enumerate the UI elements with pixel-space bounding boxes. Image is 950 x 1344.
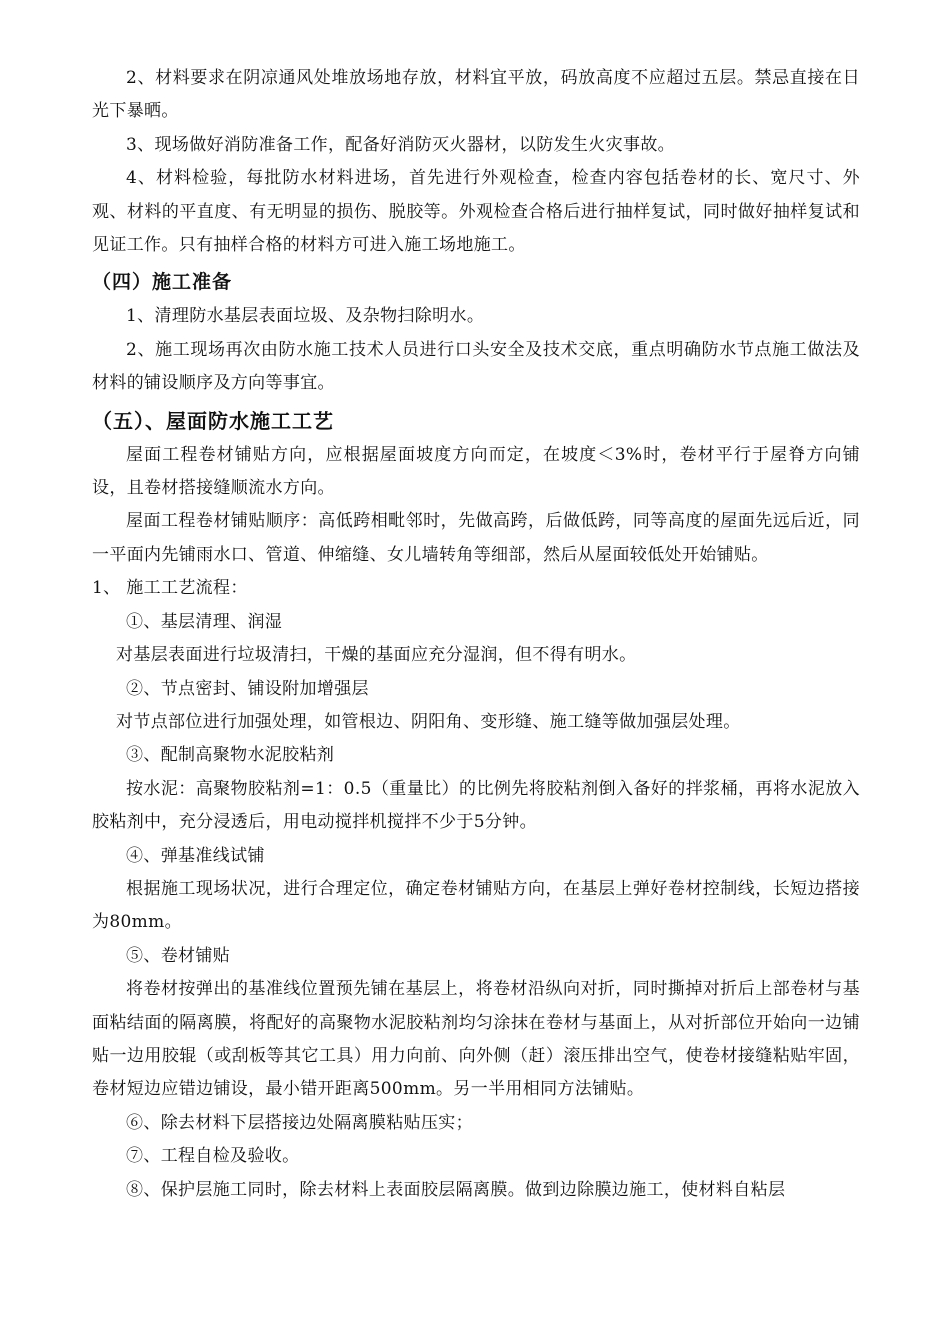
paragraph-prep-briefing: 2、施工现场再次由防水施工技术人员进行口头安全及技术交底，重点明确防水节点施工做法及材料的铺设顺序及方向等事宜。	[92, 339, 860, 394]
paragraph-laying-order: 屋面工程卷材铺贴顺序：高低跨相毗邻时，先做高跨，后做低跨，同等高度的屋面先远后近，同一平面内先铺雨水口、管道、伸缩缝、女儿墙转角等细部，然后从屋面较低处开始铺贴。	[92, 511, 860, 565]
document-body	[92, 62, 860, 1207]
heading-roof-waterproof-process: （五）、屋面防水施工工艺	[92, 408, 334, 433]
paragraph-material-inspection: 4、材料检验，每批防水材料进场，首先进行外观检查，检查内容包括卷材的长、宽尺寸、外观、材料的平直度、有无明显的损伤、脱胶等。外观检查合格后进行抽样复试，同时做好抽样复试和见证工作。只有抽样合格的材料方可进入施工场地施工。	[92, 168, 860, 256]
step-8: ⑧、保护层施工同时，除去材料上表面胶层隔离膜。做到边除膜边施工，使材料自粘层	[126, 1179, 786, 1200]
heading-construction-preparation: （四）施工准备	[92, 271, 233, 294]
step-1-desc: 对基层表面进行垃圾清扫，干燥的基面应充分湿润，但不得有明水。	[116, 645, 637, 666]
step-5-title: ⑤、卷材铺贴	[126, 945, 231, 966]
flow-title: 1、 施工工艺流程：	[92, 578, 248, 599]
paragraph-prep-clean: 1、清理防水基层表面垃圾、及杂物扫除明水。	[126, 306, 485, 327]
step-2-title: ②、节点密封、铺设附加增强层	[126, 678, 369, 699]
step-2-desc: 对节点部位进行加强处理，如管根边、阴阳角、变形缝、施工缝等做加强层处理。	[116, 711, 741, 732]
paragraph-fire-prevention: 3、现场做好消防准备工作，配备好消防灭火器材，以防发生火灾事故。	[126, 134, 676, 155]
step-5-desc: 将卷材按弹出的基准线位置预先铺在基层上，将卷材沿纵向对折，同时撕掉对折后上部卷材与基面粘结面的隔离膜，将配好的高聚物水泥胶粘剂均匀涂抹在卷材与基面上，从对折部位开始向一边铺贴一边用胶辊（或刮板等其它工具）用力向前、向外侧（赶）滚压排出空气，使卷材接缝粘贴牢固，卷材短边应错边铺设，最小错开距离500mm。另一半用相同方法铺贴。	[92, 979, 860, 1100]
step-7: ⑦、工程自检及验收。	[126, 1146, 300, 1167]
step-1-title: ①、基层清理、润湿	[126, 611, 283, 632]
step-4-desc: 根据施工现场状况，进行合理定位，确定卷材铺贴方向，在基层上弹好卷材控制线，长短边搭接为80mm。	[92, 878, 860, 933]
step-4-title: ④、弹基准线试铺	[126, 845, 265, 866]
step-6: ⑥、除去材料下层搭接边处隔离膜粘贴压实；	[126, 1112, 473, 1133]
paragraph-laying-direction: 屋面工程卷材铺贴方向，应根据屋面坡度方向而定，在坡度＜3%时，卷材平行于屋脊方向铺设，且卷材搭接缝顺流水方向。	[92, 444, 860, 499]
step-3-desc: 按水泥：高聚物胶粘剂=1：0.5（重量比）的比例先将胶粘剂倒入备好的拌浆桶，再将水泥放入胶粘剂中，充分浸透后，用电动搅拌机搅拌不少于5分钟。	[92, 778, 860, 833]
paragraph-material-storage: 2、材料要求在阴凉通风处堆放场地存放，材料宜平放，码放高度不应超过五层。禁忌直接在日光下暴晒。	[92, 68, 860, 122]
step-3-title: ③、配制高聚物水泥胶粘剂	[126, 745, 335, 766]
